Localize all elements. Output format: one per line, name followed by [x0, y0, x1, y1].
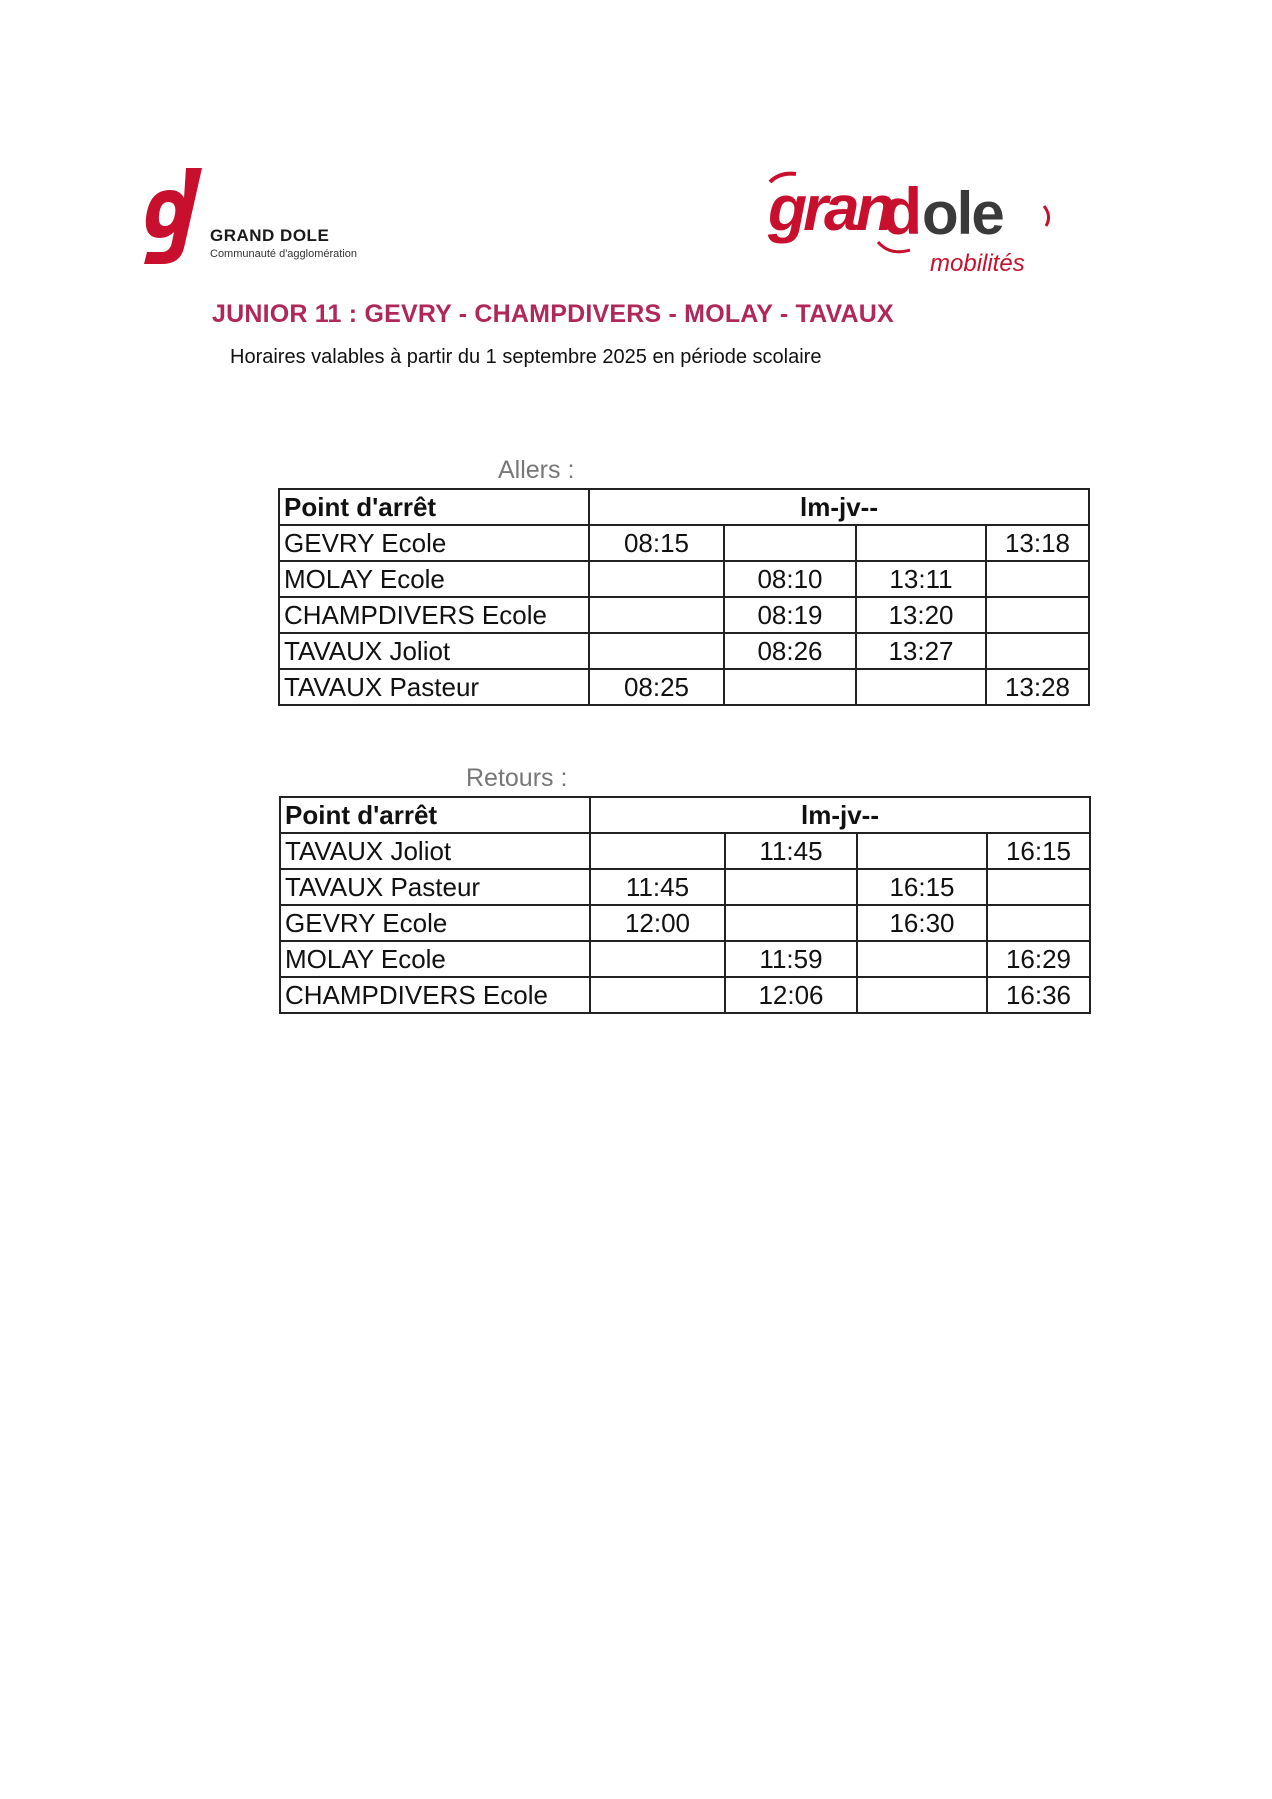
g-letter-icon [140, 160, 210, 270]
table-header-row [280, 797, 1090, 833]
time-cell: 08:10 [724, 561, 856, 597]
time-cell: 13:18 [986, 525, 1089, 561]
time-cell [724, 669, 856, 705]
time-cell: 12:06 [725, 977, 857, 1013]
time-cell: 16:36 [987, 977, 1090, 1013]
table-header-row [279, 489, 1089, 525]
table-row [279, 669, 1089, 705]
stop-name: CHAMPDIVERS Ecole [279, 597, 589, 633]
time-cell [856, 525, 986, 561]
table-row [280, 941, 1090, 977]
time-cell [857, 941, 987, 977]
time-cell [725, 869, 857, 905]
allers-table [278, 488, 1090, 706]
stop-name: GEVRY Ecole [280, 905, 590, 941]
grand-dole-subtitle: Communauté d'agglomération [210, 248, 358, 260]
time-cell [986, 597, 1089, 633]
time-cell: 13:27 [856, 633, 986, 669]
time-cell [590, 977, 725, 1013]
time-cell [986, 561, 1089, 597]
time-cell: 13:28 [986, 669, 1089, 705]
time-cell [589, 597, 724, 633]
svg-text:gran: gran [768, 172, 891, 244]
time-cell: 11:45 [590, 869, 725, 905]
table-row [280, 905, 1090, 941]
validity-subtitle: Horaires valables à partir du 1 septembre 2025 en période scolaire [230, 346, 822, 368]
table-row [280, 869, 1090, 905]
time-cell: 16:15 [857, 869, 987, 905]
time-cell [986, 633, 1089, 669]
time-cell: 08:25 [589, 669, 724, 705]
time-cell: 12:00 [590, 905, 725, 941]
time-cell [724, 525, 856, 561]
time-cell: 16:29 [987, 941, 1090, 977]
time-cell [857, 833, 987, 869]
grandole-wordmark-icon [760, 168, 1070, 258]
time-cell [987, 905, 1090, 941]
allers-label: Allers : [498, 456, 575, 484]
time-cell [589, 633, 724, 669]
svg-text:ole: ole [922, 180, 1003, 247]
days-column-header: lm-jv-- [589, 489, 1089, 525]
stop-name: TAVAUX Joliot [279, 633, 589, 669]
time-cell: 08:19 [724, 597, 856, 633]
time-cell [856, 669, 986, 705]
stop-name: MOLAY Ecole [280, 941, 590, 977]
svg-text:d: d [882, 174, 923, 248]
table-row [279, 633, 1089, 669]
time-cell [589, 561, 724, 597]
table-row [280, 833, 1090, 869]
time-cell [590, 941, 725, 977]
table-row [279, 525, 1089, 561]
page-title: JUNIOR 11 : GEVRY - CHAMPDIVERS - MOLAY - TAVAUX [212, 300, 894, 328]
time-cell: 16:30 [857, 905, 987, 941]
retours-table [279, 796, 1091, 1014]
stop-column-header: Point d'arrêt [279, 489, 589, 525]
retours-label: Retours : [466, 764, 568, 792]
mobilites-tagline: mobilités [930, 250, 1025, 277]
grandole-mobilites-logo [760, 168, 1070, 288]
stop-name: TAVAUX Pasteur [279, 669, 589, 705]
grand-dole-brand: GRAND DOLE [210, 226, 330, 245]
grand-dole-logo [140, 160, 400, 280]
time-cell [590, 833, 725, 869]
stop-name: GEVRY Ecole [279, 525, 589, 561]
table-row [279, 597, 1089, 633]
time-cell: 08:15 [589, 525, 724, 561]
stop-name: MOLAY Ecole [279, 561, 589, 597]
time-cell: 11:45 [725, 833, 857, 869]
days-column-header: lm-jv-- [590, 797, 1090, 833]
time-cell [857, 977, 987, 1013]
time-cell: 13:20 [856, 597, 986, 633]
table-row [279, 561, 1089, 597]
table-row [280, 977, 1090, 1013]
stop-name: CHAMPDIVERS Ecole [280, 977, 590, 1013]
stop-name: TAVAUX Joliot [280, 833, 590, 869]
stop-name: TAVAUX Pasteur [280, 869, 590, 905]
time-cell [987, 869, 1090, 905]
time-cell [725, 905, 857, 941]
time-cell: 13:11 [856, 561, 986, 597]
time-cell: 11:59 [725, 941, 857, 977]
time-cell: 16:15 [987, 833, 1090, 869]
stop-column-header: Point d'arrêt [280, 797, 590, 833]
time-cell: 08:26 [724, 633, 856, 669]
